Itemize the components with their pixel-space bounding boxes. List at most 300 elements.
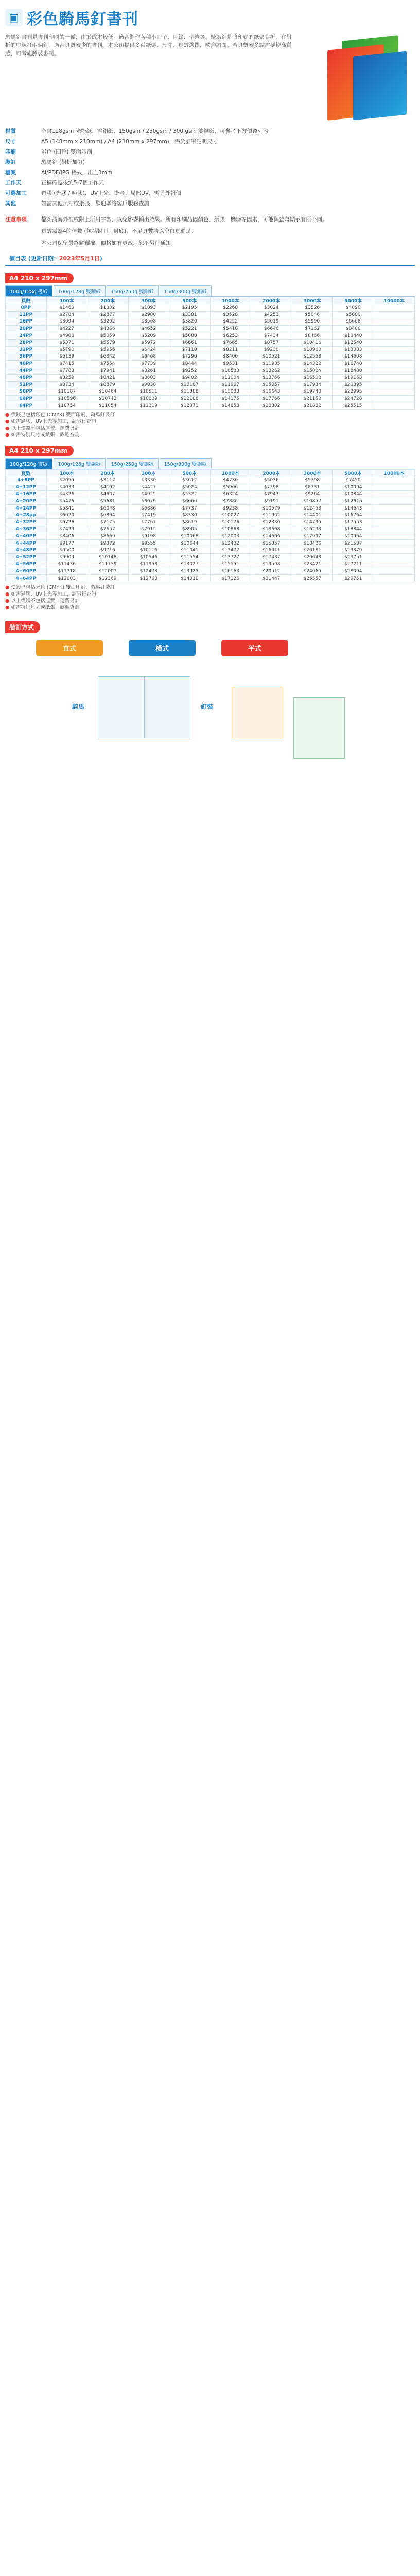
price-cell: $10440 bbox=[333, 332, 374, 340]
price-cell bbox=[374, 512, 415, 519]
price-cell: $14608 bbox=[333, 353, 374, 361]
table-note: ● 價錢已包括彩色 (CMYK) 雙面印刷、騎馬釘裝訂 bbox=[5, 584, 415, 591]
table-row bbox=[6, 388, 415, 396]
column-header: 100本 bbox=[46, 469, 87, 477]
price-cell: $7737 bbox=[169, 505, 211, 512]
price-cell: $14010 bbox=[169, 575, 211, 582]
price-cell bbox=[374, 568, 415, 575]
price-cell: $17437 bbox=[251, 554, 292, 561]
price-cell: $13925 bbox=[169, 568, 211, 575]
table-note: ● 以上價錢不包括運費，運費另計 bbox=[5, 425, 415, 432]
price-cell: $5990 bbox=[292, 318, 333, 326]
spec-row bbox=[5, 169, 415, 177]
note-key: 注意事項 bbox=[5, 216, 27, 223]
table-note: ● 如需特別尺寸或紙張，歡迎查詢 bbox=[5, 604, 415, 611]
price-cell: $4090 bbox=[333, 304, 374, 312]
page-count-cell: 32PP bbox=[6, 346, 47, 353]
sheet-open bbox=[232, 687, 283, 738]
table-row bbox=[6, 484, 415, 491]
page-count-cell: 4+20PP bbox=[6, 498, 47, 505]
spec-row bbox=[5, 148, 415, 156]
price-cell: $11935 bbox=[251, 360, 292, 367]
page-count-cell: 4+32PP bbox=[6, 519, 47, 526]
price-date bbox=[5, 251, 415, 266]
price-cell: $1893 bbox=[128, 304, 169, 312]
price-cell: $14658 bbox=[210, 402, 251, 410]
price-cell: $3292 bbox=[87, 318, 129, 326]
price-cell: $18302 bbox=[251, 402, 292, 410]
price-cell: $6660 bbox=[169, 498, 211, 505]
price-cell bbox=[374, 353, 415, 361]
price-cell: $18426 bbox=[292, 540, 333, 547]
price-cell: $3381 bbox=[169, 311, 211, 318]
price-cell bbox=[374, 498, 415, 505]
price-cell: $17553 bbox=[333, 519, 374, 526]
page-count-cell: 16PP bbox=[6, 318, 47, 326]
price-cell: $21447 bbox=[251, 575, 292, 582]
price-cell: $25557 bbox=[292, 575, 333, 582]
price-cell: $8466 bbox=[292, 332, 333, 340]
intro bbox=[5, 33, 415, 121]
table-note: ● 價錢已包括彩色 (CMYK) 雙面印刷、騎馬釘裝訂 bbox=[5, 412, 415, 418]
price-cell: $10176 bbox=[210, 519, 251, 526]
table-body bbox=[6, 304, 415, 410]
price-cell: $12369 bbox=[87, 575, 129, 582]
price-cell: $8421 bbox=[87, 374, 129, 381]
price-cell bbox=[374, 519, 415, 526]
paper-tab[interactable]: 100g/128g 雙銅紙 bbox=[54, 285, 106, 296]
price-cell: $8905 bbox=[169, 526, 211, 533]
section-tag: A4 210 x 297mm bbox=[5, 273, 74, 283]
table-header-row bbox=[6, 469, 415, 477]
price-cell: $5036 bbox=[251, 477, 292, 484]
spec-row bbox=[5, 128, 415, 135]
binding-tab-horizontal[interactable]: 橫式 bbox=[129, 640, 196, 656]
column-header: 5000本 bbox=[333, 469, 374, 477]
price-cell: $4366 bbox=[87, 325, 129, 332]
price-cell: $13766 bbox=[251, 374, 292, 381]
table-row bbox=[6, 575, 415, 582]
price-cell: $7943 bbox=[251, 491, 292, 498]
price-cell: $10960 bbox=[292, 346, 333, 353]
column-header: 100本 bbox=[46, 297, 87, 304]
price-cell bbox=[374, 526, 415, 533]
price-cell bbox=[374, 540, 415, 547]
paper-tab[interactable]: 100g/128g 書紙 bbox=[5, 285, 52, 296]
intro-text: 騎馬釘書刊是書刊印刷的一種，由於成本較低，適合製作各種小冊子、目錄、型錄等。騎馬釘是將印好的紙張對折，在對折的中線打兩個釘，適合頁數較少的書刊。本公司提供多種紙張、尺寸、頁數選擇，歡迎詢問。若頁數較多或需要較高質感，可考慮膠裝書刊。 bbox=[5, 34, 292, 57]
column-header: 10000本 bbox=[374, 469, 415, 477]
price-cell: $11554 bbox=[169, 554, 211, 561]
page-count-cell: 20PP bbox=[6, 325, 47, 332]
column-header: 2000本 bbox=[251, 469, 292, 477]
price-cell: $2055 bbox=[46, 477, 87, 484]
price-cell: $8734 bbox=[46, 381, 87, 388]
price-cell: $11779 bbox=[87, 561, 129, 568]
table-note: ● 以上價錢不包括運費，運費另計 bbox=[5, 598, 415, 604]
paper-tab[interactable]: 150g/250g 雙銅紙 bbox=[107, 285, 159, 296]
price-cell: $16233 bbox=[292, 526, 333, 533]
page-count-cell: 48PP bbox=[6, 374, 47, 381]
price-cell: $4222 bbox=[210, 318, 251, 326]
price-cell: $14735 bbox=[292, 519, 333, 526]
section-tag: A4 210 x 297mm bbox=[5, 446, 74, 456]
price-cell: $9177 bbox=[46, 540, 87, 547]
price-cell: $4925 bbox=[128, 491, 169, 498]
price-cell: $15824 bbox=[292, 367, 333, 375]
price-cell: $10511 bbox=[128, 388, 169, 396]
price-cell: $7915 bbox=[128, 526, 169, 533]
table-row bbox=[6, 346, 415, 353]
binding-tab-flat[interactable]: 平式 bbox=[221, 640, 288, 656]
price-cell: $10857 bbox=[292, 498, 333, 505]
price-cell: $5579 bbox=[87, 339, 129, 346]
column-header: 300本 bbox=[128, 297, 169, 304]
price-cell bbox=[374, 374, 415, 381]
page-count-cell: 24PP bbox=[6, 332, 47, 340]
table-row bbox=[6, 304, 415, 312]
spec-row bbox=[5, 159, 415, 166]
price-cell: $21882 bbox=[292, 402, 333, 410]
price-cell: $12007 bbox=[87, 568, 129, 575]
price-cell: $5476 bbox=[46, 498, 87, 505]
price-cell: $4607 bbox=[87, 491, 129, 498]
price-cell: $11054 bbox=[87, 402, 129, 410]
price-cell: $9909 bbox=[46, 554, 87, 561]
price-cell: $5956 bbox=[87, 346, 129, 353]
price-cell: $8444 bbox=[169, 360, 211, 367]
note-key bbox=[5, 240, 41, 247]
price-cell: $10027 bbox=[210, 512, 251, 519]
price-cell: $6661 bbox=[169, 339, 211, 346]
price-cell: $5221 bbox=[169, 325, 211, 332]
column-header: 3000本 bbox=[292, 469, 333, 477]
price-cell: $8731 bbox=[292, 484, 333, 491]
price-cell: $6894 bbox=[87, 512, 129, 519]
column-header: 1000本 bbox=[210, 297, 251, 304]
price-cell: $22995 bbox=[333, 388, 374, 396]
binding-label-left: 騎馬 bbox=[72, 703, 85, 710]
price-cell: $6253 bbox=[210, 332, 251, 340]
note-value: 頁數需為4的倍數 (包括封面、封底)，不足頁數請以空白頁補足。 bbox=[41, 228, 197, 234]
price-cell: $6620 bbox=[46, 512, 87, 519]
price-cell: $6342 bbox=[87, 353, 129, 361]
price-cell: $3094 bbox=[46, 318, 87, 326]
paper-tabs bbox=[5, 285, 415, 297]
price-cell: $7886 bbox=[210, 498, 251, 505]
price-cell bbox=[374, 318, 415, 326]
book-icon: ▣ bbox=[5, 9, 23, 26]
price-cell: $9716 bbox=[87, 547, 129, 554]
table-row bbox=[6, 477, 415, 484]
price-cell: $23751 bbox=[333, 554, 374, 561]
price-cell: $13083 bbox=[333, 346, 374, 353]
price-cell: $10416 bbox=[292, 339, 333, 346]
price-cell: $9038 bbox=[128, 381, 169, 388]
price-cell: $13027 bbox=[169, 561, 211, 568]
page-count-cell: 4+12PP bbox=[6, 484, 47, 491]
price-cell: $5906 bbox=[210, 484, 251, 491]
price-cell: $12453 bbox=[292, 505, 333, 512]
price-cell: $6079 bbox=[128, 498, 169, 505]
price-cell: $7434 bbox=[251, 332, 292, 340]
price-cell: $13472 bbox=[210, 547, 251, 554]
page-count-cell: 4+52PP bbox=[6, 554, 47, 561]
spec-key: 印刷 bbox=[5, 149, 16, 155]
table-row bbox=[6, 332, 415, 340]
price-cell bbox=[374, 554, 415, 561]
table-row bbox=[6, 561, 415, 568]
price-cell: $25515 bbox=[333, 402, 374, 410]
price-table bbox=[5, 469, 415, 582]
price-cell: $10644 bbox=[169, 540, 211, 547]
price-cell: $12432 bbox=[210, 540, 251, 547]
table-row bbox=[6, 367, 415, 375]
price-cell: $12186 bbox=[169, 395, 211, 402]
price-cell: $4326 bbox=[46, 491, 87, 498]
spec-row bbox=[5, 190, 415, 197]
price-cell: $5972 bbox=[128, 339, 169, 346]
table-row bbox=[6, 325, 415, 332]
price-cell: $4730 bbox=[210, 477, 251, 484]
spec-key: 其他 bbox=[5, 200, 16, 207]
price-cell: $1802 bbox=[87, 304, 129, 312]
spec-row bbox=[5, 179, 415, 187]
sheet-closed bbox=[293, 697, 345, 759]
price-cell: $8879 bbox=[87, 381, 129, 388]
price-cell: $17126 bbox=[210, 575, 251, 582]
page-count-cell: 4+40PP bbox=[6, 533, 47, 540]
paper-tab[interactable]: 150g/300g 雙銅紙 bbox=[160, 285, 212, 296]
price-cell: $6048 bbox=[87, 505, 129, 512]
price-cell: $12478 bbox=[128, 568, 169, 575]
paper-tabs bbox=[5, 458, 415, 469]
price-cell: $8406 bbox=[46, 533, 87, 540]
price-cell: $14643 bbox=[333, 505, 374, 512]
price-cell: $11319 bbox=[128, 402, 169, 410]
price-cell: $3508 bbox=[128, 318, 169, 326]
price-cell: $13668 bbox=[251, 526, 292, 533]
price-cell: $7554 bbox=[87, 360, 129, 367]
page-count-cell: 28PP bbox=[6, 339, 47, 346]
price-cell: $21537 bbox=[333, 540, 374, 547]
table-note: ● 如需過膠、UV上光等加工，請另行查詢 bbox=[5, 418, 415, 425]
page-title: 彩色騎馬釘書刊 bbox=[27, 10, 138, 28]
price-cell: $8211 bbox=[210, 346, 251, 353]
price-cell: $23379 bbox=[333, 547, 374, 554]
price-cell: $9264 bbox=[292, 491, 333, 498]
price-cell: $6726 bbox=[46, 519, 87, 526]
price-cell: $5418 bbox=[210, 325, 251, 332]
price-cell bbox=[374, 547, 415, 554]
table-row bbox=[6, 519, 415, 526]
price-cell: $16163 bbox=[210, 568, 251, 575]
product-image bbox=[312, 33, 415, 121]
price-cell: $10187 bbox=[46, 388, 87, 396]
page-count-cell: 12PP bbox=[6, 311, 47, 318]
price-cell: $5059 bbox=[87, 332, 129, 340]
price-cell: $4033 bbox=[46, 484, 87, 491]
price-cell: $14175 bbox=[210, 395, 251, 402]
price-cell: $8757 bbox=[251, 339, 292, 346]
spec-list bbox=[5, 128, 415, 208]
column-header: 300本 bbox=[128, 469, 169, 477]
note-key bbox=[5, 228, 41, 235]
price-cell: $11388 bbox=[169, 388, 211, 396]
table-header-row bbox=[6, 297, 415, 304]
price-cell: $9402 bbox=[169, 374, 211, 381]
page-count-cell: 4+28pp bbox=[6, 512, 47, 519]
price-cell: $12558 bbox=[292, 353, 333, 361]
table-row bbox=[6, 381, 415, 388]
price-cell: $7398 bbox=[251, 484, 292, 491]
price-cell: $16643 bbox=[251, 388, 292, 396]
column-header: 頁數 bbox=[6, 469, 47, 477]
price-cell: $6324 bbox=[210, 491, 251, 498]
price-cell bbox=[374, 395, 415, 402]
price-cell: $12540 bbox=[333, 339, 374, 346]
spec-value: 如需其他尺寸或紙張，歡迎聯絡客戶服務查詢 bbox=[41, 200, 149, 207]
price-cell: $11958 bbox=[128, 561, 169, 568]
price-cell: $18844 bbox=[333, 526, 374, 533]
price-cell: $10464 bbox=[87, 388, 129, 396]
page-count-cell: 4+44PP bbox=[6, 540, 47, 547]
page-count-cell: 56PP bbox=[6, 388, 47, 396]
table-row bbox=[6, 353, 415, 361]
price-cell: $10094 bbox=[333, 484, 374, 491]
price-cell: $7739 bbox=[128, 360, 169, 367]
price-cell: $7941 bbox=[87, 367, 129, 375]
binding-label-right: 釘裝 bbox=[201, 703, 214, 710]
spec-key: 尺寸 bbox=[5, 139, 16, 145]
price-cell bbox=[374, 477, 415, 484]
price-cell: $7665 bbox=[210, 339, 251, 346]
page-header bbox=[5, 0, 415, 31]
price-cell: $16764 bbox=[333, 512, 374, 519]
price-cell: $17997 bbox=[292, 533, 333, 540]
table-row bbox=[6, 395, 415, 402]
price-cell: $10583 bbox=[210, 367, 251, 375]
spec-value: 全書128gsm 光粉紙、雪銅紙、150gsm / 250gsm / 300 gsm 雙銅紙，可參考下方價錢列表 bbox=[41, 128, 269, 134]
price-cell bbox=[374, 575, 415, 582]
price-cell: $14322 bbox=[292, 360, 333, 367]
price-cell: $7175 bbox=[87, 519, 129, 526]
paper-tab[interactable]: 150g/300g 雙銅紙 bbox=[160, 458, 212, 469]
price-cell: $2877 bbox=[87, 311, 129, 318]
binding-tab-vertical[interactable]: 直式 bbox=[36, 640, 103, 656]
price-sections bbox=[5, 273, 415, 611]
page-count-cell: 4+48PP bbox=[6, 547, 47, 554]
table-body bbox=[6, 477, 415, 582]
price-cell: $10546 bbox=[128, 554, 169, 561]
price-cell: $4192 bbox=[87, 484, 129, 491]
page-count-cell: 64PP bbox=[6, 402, 47, 410]
price-cell: $4253 bbox=[251, 311, 292, 318]
page-count-cell: 4+16PP bbox=[6, 491, 47, 498]
price-cell: $5322 bbox=[169, 491, 211, 498]
paper-tab[interactable]: 100g/128g 雙銅紙 bbox=[54, 458, 106, 469]
price-cell: $10521 bbox=[251, 353, 292, 361]
price-cell: $7767 bbox=[128, 519, 169, 526]
price-cell: $3526 bbox=[292, 304, 333, 312]
price-cell: $28094 bbox=[333, 568, 374, 575]
price-cell bbox=[374, 561, 415, 568]
page-count-cell: 36PP bbox=[6, 353, 47, 361]
table-row bbox=[6, 360, 415, 367]
sheet-left bbox=[98, 676, 144, 738]
page-count-cell: 4+60PP bbox=[6, 568, 47, 575]
price-cell: $4652 bbox=[128, 325, 169, 332]
price-cell: $10754 bbox=[46, 402, 87, 410]
price-cell: $7419 bbox=[128, 512, 169, 519]
booklet-blue bbox=[353, 51, 407, 121]
price-cell: $14666 bbox=[251, 533, 292, 540]
price-section bbox=[5, 273, 415, 438]
price-cell: $19163 bbox=[333, 374, 374, 381]
price-cell: $11004 bbox=[210, 374, 251, 381]
spec-row bbox=[5, 138, 415, 146]
price-cell: $12616 bbox=[333, 498, 374, 505]
price-cell bbox=[374, 304, 415, 312]
note-row bbox=[5, 228, 415, 235]
price-cell: $3330 bbox=[128, 477, 169, 484]
spec-key: 材質 bbox=[5, 128, 16, 134]
paper-tab[interactable]: 150g/250g 雙銅紙 bbox=[107, 458, 159, 469]
column-header: 10000本 bbox=[374, 297, 415, 304]
price-cell: $12330 bbox=[251, 519, 292, 526]
price-cell: $20512 bbox=[251, 568, 292, 575]
price-cell: $4227 bbox=[46, 325, 87, 332]
price-cell: $2980 bbox=[128, 311, 169, 318]
binding-section bbox=[5, 621, 415, 779]
table-row bbox=[6, 568, 415, 575]
price-cell: $7110 bbox=[169, 346, 211, 353]
price-cell: $11902 bbox=[251, 512, 292, 519]
price-cell: $3117 bbox=[87, 477, 129, 484]
page-count-cell: 44PP bbox=[6, 367, 47, 375]
price-cell: $2268 bbox=[210, 304, 251, 312]
note-value: 檔案請轉外框或附上所用字型，以免影響輸出效果。所有印刷品因顏色、紙張、機器等因素，可能與螢幕顯示有所不同。 bbox=[41, 216, 328, 223]
table-row bbox=[6, 339, 415, 346]
binding-tabs bbox=[5, 640, 415, 656]
price-cell: $14401 bbox=[292, 512, 333, 519]
column-header: 頁數 bbox=[6, 297, 47, 304]
column-header: 500本 bbox=[169, 469, 211, 477]
price-cell: $6468 bbox=[128, 353, 169, 361]
table-row bbox=[6, 491, 415, 498]
price-cell: $20643 bbox=[292, 554, 333, 561]
price-cell: $12003 bbox=[46, 575, 87, 582]
price-cell: $10742 bbox=[87, 395, 129, 402]
price-cell bbox=[374, 311, 415, 318]
price-cell: $18480 bbox=[333, 367, 374, 375]
price-cell: $13727 bbox=[210, 554, 251, 561]
note-value: 本公司保留最終解釋權，價格如有更改，恕不另行通知。 bbox=[41, 240, 177, 246]
page-count-cell: 8PP bbox=[6, 304, 47, 312]
price-cell: $29751 bbox=[333, 575, 374, 582]
table-row bbox=[6, 540, 415, 547]
price-date-tail: ) bbox=[99, 255, 102, 262]
price-cell: $1460 bbox=[46, 304, 87, 312]
table-row bbox=[6, 526, 415, 533]
price-cell: $10148 bbox=[87, 554, 129, 561]
spec-key: 裝訂 bbox=[5, 159, 16, 165]
price-date-value: 2023年5月1日 bbox=[59, 255, 100, 262]
price-cell bbox=[374, 325, 415, 332]
price-cell: $19508 bbox=[251, 561, 292, 568]
paper-tab[interactable]: 100g/128g 書紙 bbox=[5, 458, 52, 469]
price-cell bbox=[374, 484, 415, 491]
price-cell: $4900 bbox=[46, 332, 87, 340]
